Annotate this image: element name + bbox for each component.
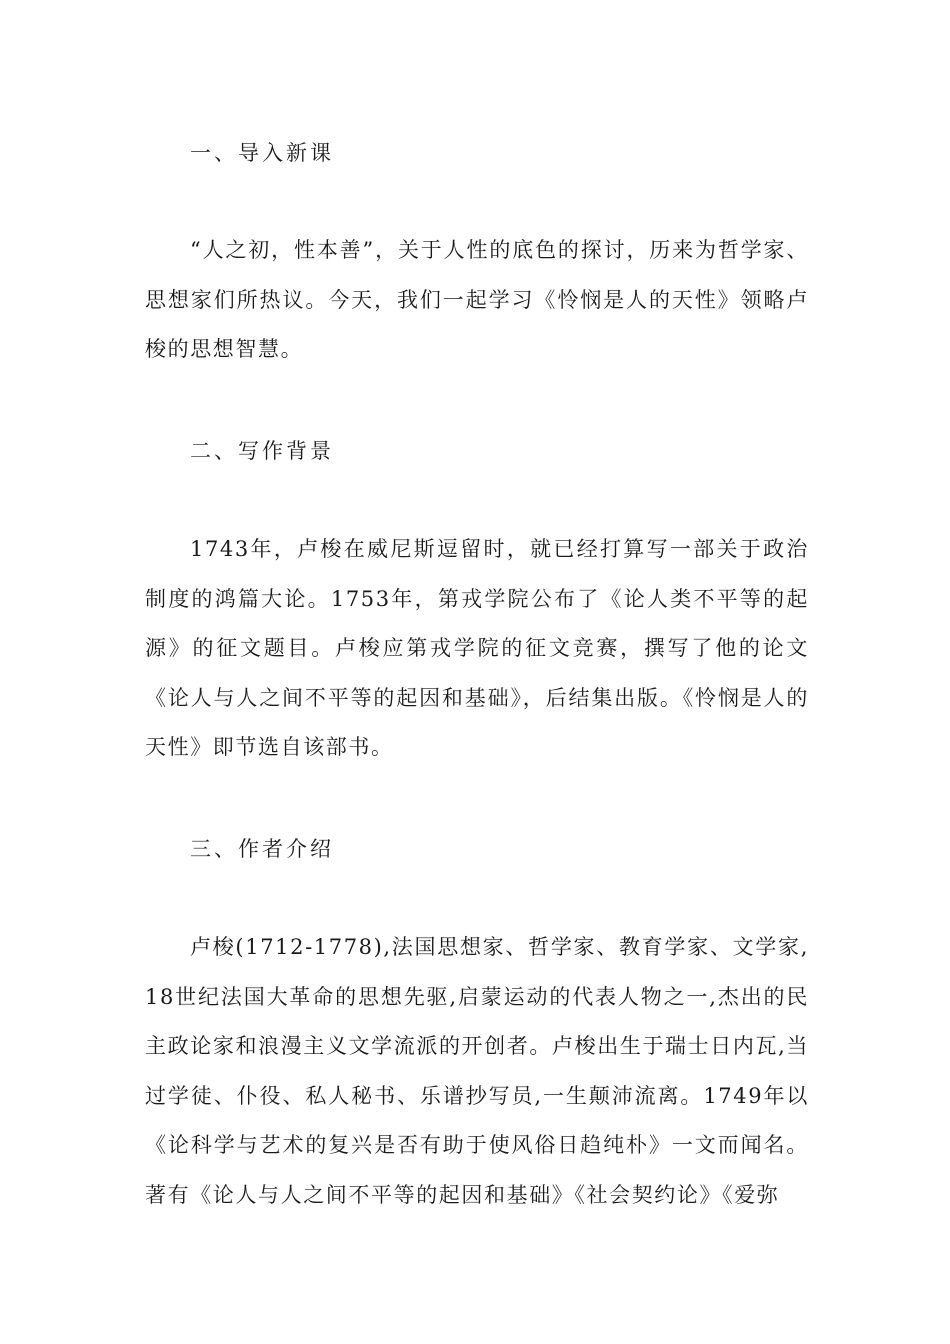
section-body-author: 卢梭(1712-1778),法国思想家、哲学家、教育学家、文学家,18世纪法国大革命的思想先驱,启蒙运动的代表人物之一,杰出的民主政论家和浪漫主义文学流派的开创者。卢梭出生于瑞士日内瓦,当过学徒、仆役、私人秘书、乐谱抄写员,一生颠沛流离。1749年以《论科学与艺术的复兴是否有助于使风俗日趋纯朴》一文而闻名。著有《论人与人之间不平等的起因和基础》《社会契约论》《爱弥 <box>145 935 809 1207</box>
section-body-intro: “人之初，性本善”，关于人性的底色的探讨，历来为哲学家、思想家们所热议。今天，我们一起学习《怜悯是人的天性》领略卢梭的思想智慧。 <box>145 238 809 361</box>
section-body-background: 1743年，卢梭在威尼斯逗留时，就已经打算写一部关于政治制度的鸿篇大论。1753年，第戎学院公布了《论人类不平等的起源》的征文题目。卢梭应第戎学院的征文竞赛，撰写了他的论文《论人与人之间不平等的起因和基础》，后结集出版。《怜悯是人的天性》即节选自该部书。 <box>145 537 809 759</box>
section-heading-intro: 一、导入新课 <box>190 141 334 165</box>
section-heading-author: 三、作者介绍 <box>190 837 334 861</box>
section-heading-background: 二、写作背景 <box>190 439 334 463</box>
